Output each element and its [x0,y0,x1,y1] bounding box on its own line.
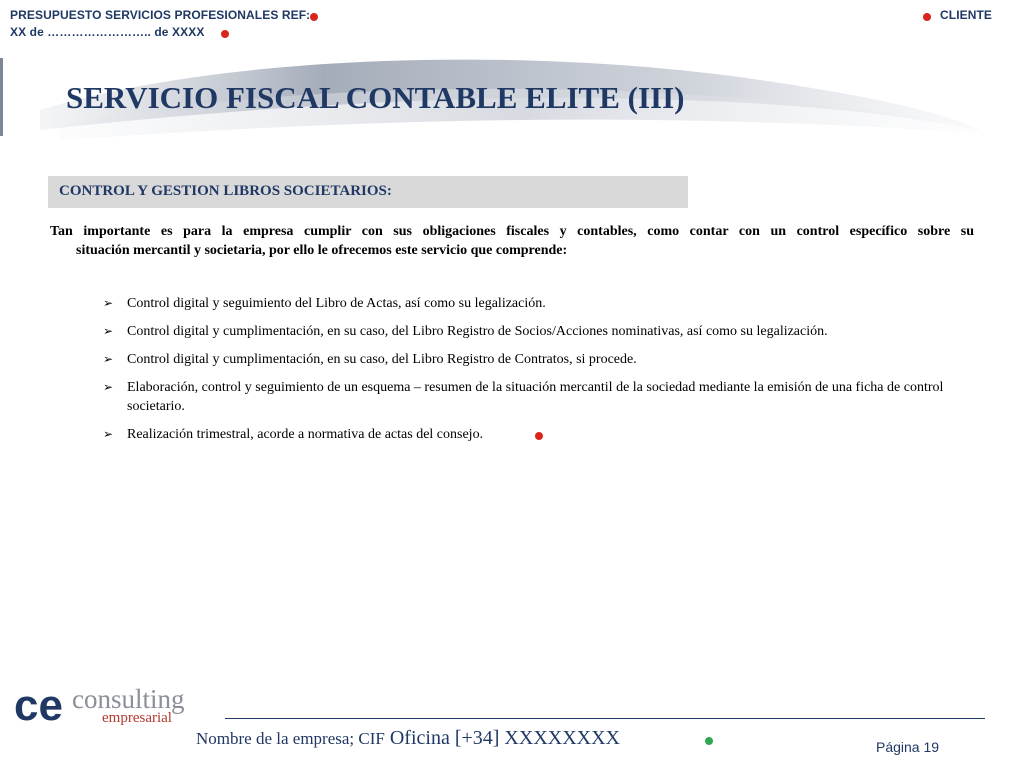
page-title: SERVICIO FISCAL CONTABLE ELITE (III) [66,80,685,115]
company-logo [14,684,214,728]
service-list [103,294,975,453]
header-client-label: CLIENTE [940,8,993,22]
arrow-bullet-icon: ➢ [103,427,114,441]
list-item-text: Elaboración, control y seguimiento de un esquema – resumen de la situación mercantil de la sociedad mediante la emisión de una ficha de control societario. [127,380,944,414]
list-item-text: Control digital y seguimiento del Libro de Actas, así como su legalización. [127,296,546,311]
intro-line-1: Tan importante es para la empresa cumplir con sus obligaciones fiscales y contables, como contar con un control específico sobre su [50,224,974,239]
list-item-text: Control digital y cumplimentación, en su caso, del Libro Registro de Contratos, si procede. [127,352,637,367]
list-item [103,350,975,369]
footer-contact [196,727,620,750]
arrow-bullet-icon: ➢ [103,352,114,366]
list-item [103,378,975,416]
arrow-bullet-icon: ➢ [103,380,114,394]
red-dot-marker [310,13,318,21]
red-dot-marker [535,432,543,440]
footer-divider [225,718,985,719]
header-ref-label: PRESUPUESTO SERVICIOS PROFESIONALES REF: [10,8,311,22]
list-item [103,294,975,313]
red-dot-marker [923,13,931,21]
logo-word-consulting: consulting [72,684,185,714]
footer-phone: [+34] XXXXXXXX [454,727,620,749]
arrow-bullet-icon: ➢ [103,324,114,338]
arrow-bullet-icon: ➢ [103,296,114,310]
intro-line-2: situación mercantil y societaria, por ello le ofrecemos este servicio que comprende: [76,243,568,258]
list-item-text: Realización trimestral, acorde a normativa de actas del consejo. [127,427,484,442]
footer-office: Oficina [389,727,450,749]
section-header-bar [48,176,688,208]
logo-word-empresarial: empresarial [102,710,172,726]
red-dot-marker [221,30,229,38]
logo-mark: ce [14,684,63,728]
list-item [103,322,975,341]
list-item-text: Control digital y cumplimentación, en su caso, del Libro Registro de Socios/Acciones nominativas, así como su legalización. [127,324,828,339]
footer-company: Nombre de la empresa; CIF [196,729,385,748]
green-dot-marker [705,737,713,745]
page-number: Página 19 [876,739,940,755]
header-date-label: XX de …………………….. de XXXX [10,25,205,39]
section-title: CONTROL Y GESTION LIBROS SOCIETARIOS: [59,183,392,199]
intro-paragraph [50,222,974,260]
